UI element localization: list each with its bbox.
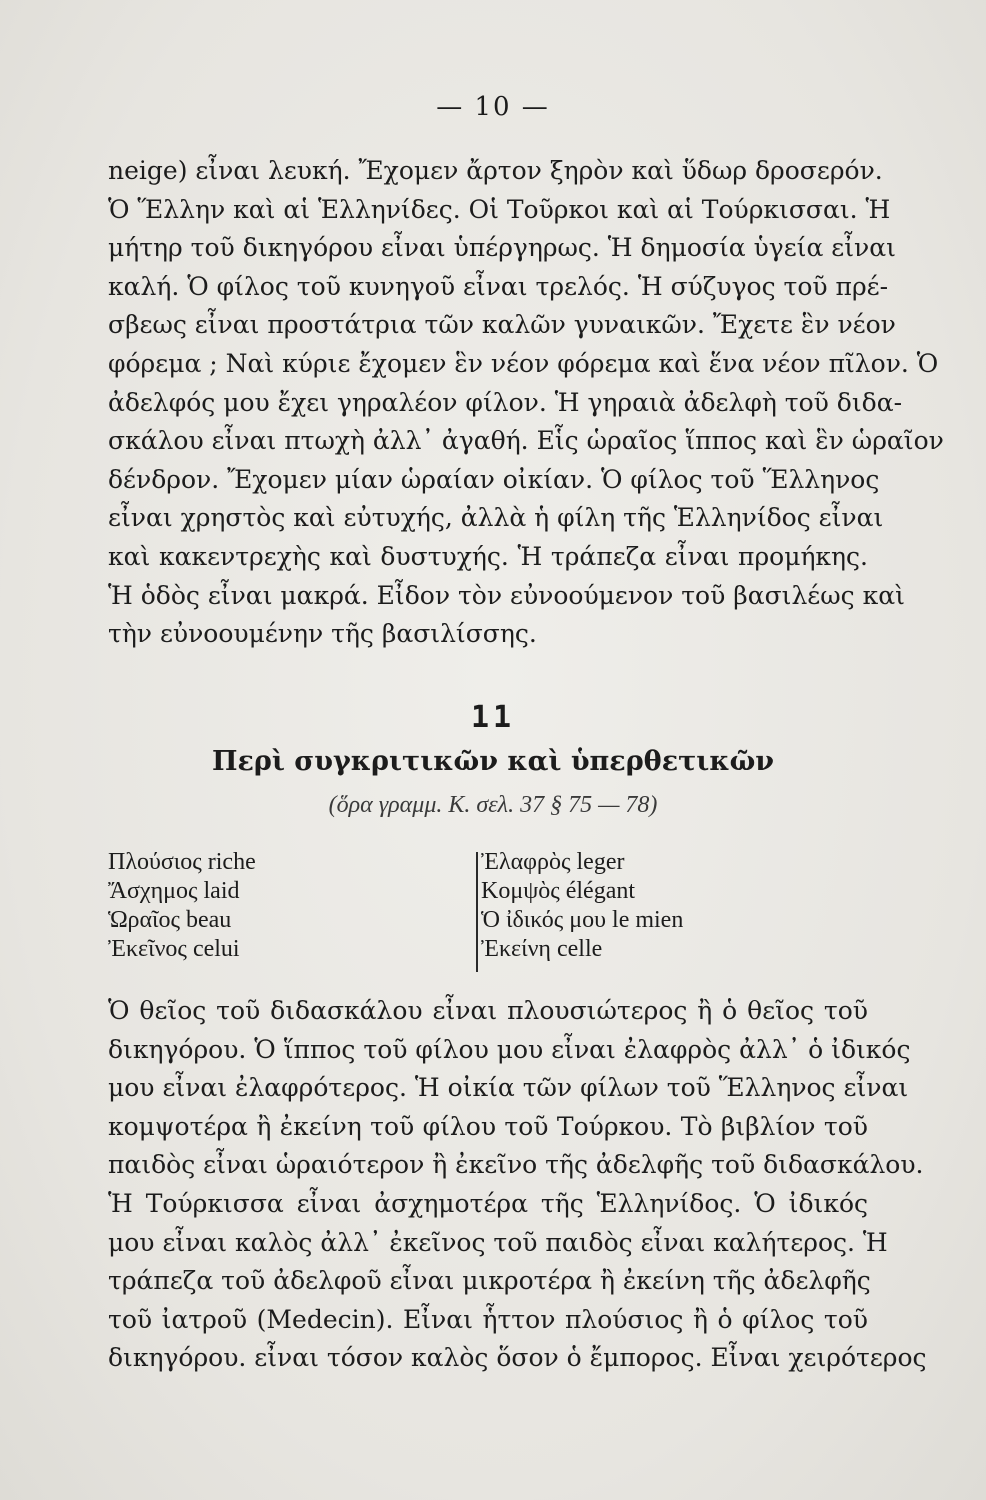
text-line: Ὁ θεῖος τοῦ διδασκάλου εἶναι πλουσιώτερος ἢ ὁ θεῖος τοῦ — [108, 996, 868, 1025]
vocabulary-entry: Ἄσχημος laid — [108, 878, 240, 904]
text-line: καλή. Ὁ φίλος τοῦ κυνηγοῦ εἶναι τρελός. Ἡ σύζυγος τοῦ πρέ- — [108, 271, 889, 301]
text-line: neige) εἶναι λευκή. Ἔχομεν ἄρτον ξηρὸν καὶ ὕδωρ δροσερόν. — [108, 156, 883, 185]
vocabulary-entry: Πλούσιος riche — [108, 849, 256, 875]
text-line: παιδὸς εἶναι ὡραιότερον ἢ ἐκεῖνο τῆς ἀδελφῆς τοῦ διδασκάλου. — [108, 1150, 924, 1180]
text-line: Ἡ ὁδὸς εἶναι μακρά. Εἶδον τὸν εὐνοούμενον τοῦ βασιλέως καὶ — [108, 580, 905, 610]
top-paragraph — [108, 152, 944, 654]
text-line: μου εἶναι καλὸς ἀλλ᾽ ἐκεῖνος τοῦ παιδὸς εἶναι καλήτερος. Ἡ — [108, 1227, 888, 1257]
vocabulary-entry: Ἐκεῖνος celui — [108, 936, 240, 962]
vocabulary-divider — [476, 852, 478, 972]
text-line: τράπεζα τοῦ ἀδελφοῦ εἶναι μικροτέρα ἢ ἐκείνη τῆς ἀδελφῆς — [108, 1266, 871, 1296]
text-line: Ἡ Τούρκισσα εἶναι ἀσχημοτέρα τῆς Ἑλληνίδος. Ὁ ἰδικός — [108, 1188, 868, 1218]
vocabulary-right-column — [481, 848, 861, 964]
text-line: δικηγόρου. Ὁ ἵππος τοῦ φίλου μου εἶναι ἐλαφρὸς ἀλλ᾽ ὁ ἰδικός — [108, 1034, 911, 1064]
text-line: ἀδελφός μου ἔχει γηραλέον φίλον. Ἡ γηραιὰ ἀδελφὴ τοῦ διδα- — [108, 387, 903, 417]
text-line: σβεως εἶναι προστάτρια τῶν καλῶν γυναικῶν. Ἔχετε ἓν νέον — [108, 310, 896, 340]
text-line: τοῦ ἰατροῦ (Medecin). Εἶναι ἧττον πλούσιος ἢ ὁ φίλος τοῦ — [108, 1304, 868, 1334]
page-number: — 10 — — [436, 92, 550, 122]
text-line: καὶ κακεντρεχὴς καὶ δυστυχής. Ἡ τράπεζα εἶναι προμήκης. — [108, 541, 868, 571]
text-line: σκάλου εἶναι πτωχὴ ἀλλ᾽ ἀγαθή. Εἷς ὡραῖος ἵππος καὶ ἓν ὡραῖον — [108, 426, 944, 456]
section-number: 11 — [470, 700, 516, 735]
text-line: τὴν εὐνοουμένην τῆς βασιλίσσης. — [108, 619, 537, 649]
section-reference: (ὅρα γραμμ. Κ. σελ. 37 § 75 — 78) — [328, 792, 658, 818]
vocabulary-table — [108, 848, 868, 978]
text-line: δένδρον. Ἔχομεν μίαν ὡραίαν οἰκίαν. Ὁ φίλος τοῦ Ἕλληνος — [108, 464, 880, 494]
vocabulary-entry: Ὁ ἰδικός μου le mien — [481, 907, 684, 933]
vocabulary-entry: Κομψὸς élégant — [481, 878, 636, 904]
text-line: μου εἶναι ἐλαφρότερος. Ἡ οἰκία τῶν φίλων τοῦ Ἕλληνος εἶναι — [108, 1073, 909, 1103]
text-line: μήτηρ τοῦ δικηγόρου εἶναι ὑπέργηρως. Ἡ δημοσία ὑγεία εἶναι — [108, 233, 896, 263]
vocabulary-left-column — [108, 848, 468, 964]
text-line: εἶναι χρηστὸς καὶ εὐτυχής, ἀλλὰ ἡ φίλη τῆς Ἑλληνίδος εἶναι — [108, 503, 884, 533]
vocabulary-entry: Ἐκείνη celle — [481, 936, 603, 962]
text-line: Ὁ Ἕλλην καὶ αἱ Ἑλληνίδες. Οἱ Τοῦρκοι καὶ αἱ Τούρκισσαι. Ἡ — [108, 194, 891, 224]
section-title: Περὶ συγκριτικῶν καὶ ὑπερθετικῶν — [211, 746, 775, 777]
vocabulary-entry: Ὡραῖος beau — [108, 907, 232, 933]
vocabulary-entry: Ἐλαφρὸς leger — [481, 849, 625, 875]
text-line: φόρεμα ; Ναὶ κύριε ἔχομεν ἓν νέον φόρεμα καὶ ἕνα νέον πῖλον. Ὁ — [108, 348, 939, 378]
text-line: δικηγόρου. εἶναι τόσον καλὸς ὅσον ὁ ἔμπορος. Εἶναι χειρότερος — [108, 1343, 927, 1373]
text-line: κομψοτέρα ἢ ἐκείνη τοῦ φίλου τοῦ Τούρκου. Τὸ βιβλίον τοῦ — [108, 1111, 868, 1141]
bottom-paragraph — [108, 992, 927, 1378]
